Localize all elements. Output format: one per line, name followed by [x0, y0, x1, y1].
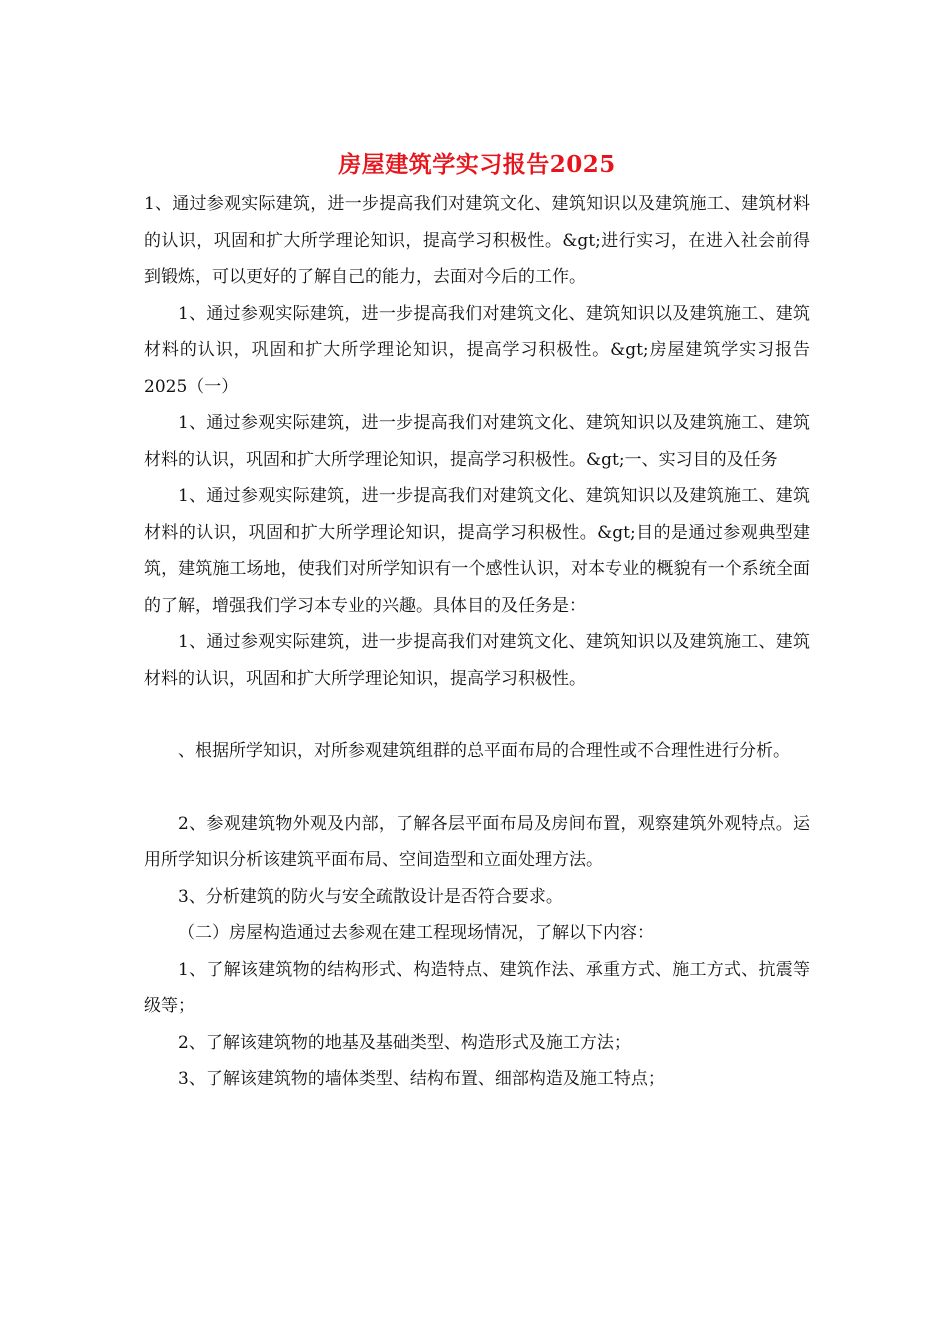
paragraph-1: 1、通过参观实际建筑，进一步提高我们对建筑文化、建筑知识以及建筑施工、建筑材料的认识，巩固和扩大所学理论知识，提高学习积极性。&gt;进行实习，在进入社会前得到锻炼，可以更好的了解自己的能力，去面对今后的工作。 [144, 194, 810, 287]
document-title: 房屋建筑学实习报告2025 [338, 151, 616, 178]
paragraph-11: 2、了解该建筑物的地基及基础类型、构造形式及施工方法； [178, 1032, 631, 1053]
paragraph-4: 1、通过参观实际建筑，进一步提高我们对建筑文化、建筑知识以及建筑施工、建筑材料的认识，巩固和扩大所学理论知识，提高学习积极性。&gt;目的是通过参观典型建筑，建筑施工场地，使我们对所学知识有一个感性认识，对本专业的概貌有一个系统全面的了解，增强我们学习本专业的兴趣。具体目的及任务是： [144, 486, 810, 616]
paragraph-2: 1、通过参观实际建筑，进一步提高我们对建筑文化、建筑知识以及建筑施工、建筑材料的认识，巩固和扩大所学理论知识，提高学习积极性。&gt;房屋建筑学实习报告2025（一） [144, 303, 810, 397]
paragraph-9: （二）房屋构造通过去参观在建工程现场情况，了解以下内容： [178, 923, 654, 943]
blank-line [144, 770, 810, 806]
paragraph-7: 2、参观建筑物外观及内部，了解各层平面布局及房间布置，观察建筑外观特点。运用所学知识分析该建筑平面布局、空间造型和立面处理方法。 [144, 813, 810, 870]
paragraph-10: 1、了解该建筑物的结构形式、构造特点、建筑作法、承重方式、施工方式、抗震等级等； [144, 959, 810, 1016]
paragraph-6: 、根据所学知识，对所参观建筑组群的总平面布局的合理性或不合理性进行分析。 [178, 741, 790, 761]
paragraph-8: 3、分析建筑的防火与安全疏散设计是否符合要求。 [178, 886, 563, 907]
blank-line [144, 697, 810, 733]
document-page [144, 148, 810, 1098]
paragraph-12: 3、了解该建筑物的墙体类型、结构布置、细部构造及施工特点； [178, 1069, 665, 1089]
paragraph-3: 1、通过参观实际建筑，进一步提高我们对建筑文化、建筑知识以及建筑施工、建筑材料的认识，巩固和扩大所学理论知识，提高学习积极性。&gt;一、实习目的及任务 [144, 413, 810, 470]
paragraph-5: 1、通过参观实际建筑，进一步提高我们对建筑文化、建筑知识以及建筑施工、建筑材料的认识，巩固和扩大所学理论知识，提高学习积极性。 [144, 632, 810, 689]
